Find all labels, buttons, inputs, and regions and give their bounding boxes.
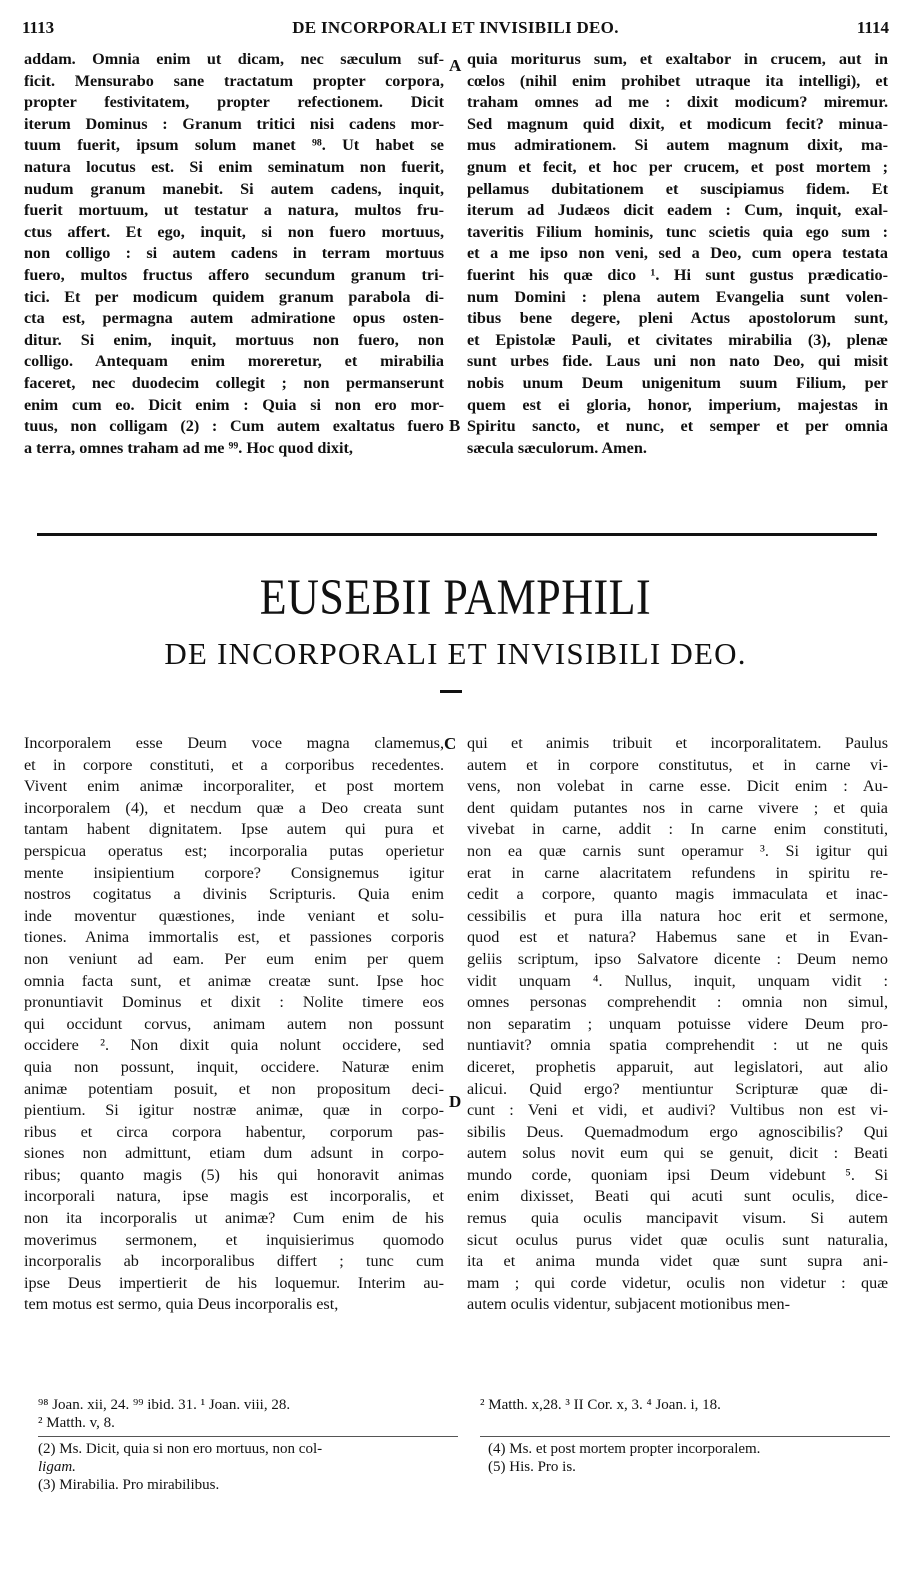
text-line: Sed magnum quid dixit, et modicum fecit? minua-: [467, 114, 888, 133]
text-line: mus admirationem. Si autem magnum dixit, ma-: [467, 136, 888, 155]
running-header: [22, 18, 889, 42]
text-line: incorporalem (4), et necdum quæ a Deo creata sunt: [24, 798, 444, 817]
text-line: non veniunt ad eam. Per eum enim per quem: [24, 949, 444, 968]
text-line: sibilis Deus. Quemadmodum ergo agnoscibilis? Qui: [467, 1122, 888, 1141]
text-line: pronuntiavit Dominus et dixit : Nolite timere eos: [24, 993, 444, 1012]
treatise-author-title: EUSEBII PAMPHILI: [259, 569, 652, 626]
text-line: nostros cogitatus a divinis Scripturis. Quia enim: [24, 885, 444, 904]
text-line: erat in carne alacritatem refundens in spiritu re-: [467, 863, 888, 882]
text-line: ficit. Mensurabo sane tractatum propter corpora,: [24, 71, 444, 90]
footnote-4: (4) Ms. et post mortem propter incorporalem.: [488, 1441, 761, 1457]
footnote-2-line-2: ligam.: [38, 1459, 76, 1475]
text-line: sicut oculus purus videt quæ oculis sunt naturalia,: [467, 1230, 888, 1249]
text-line: qui occidunt corvus, animam autem non possunt: [24, 1014, 444, 1033]
text-line: incorporalis ab incorporalibus differt ; tunc cum: [24, 1252, 444, 1271]
text-line: omnia facta sunt, et animæ creatæ sunt. Ipse hoc: [24, 971, 444, 990]
text-line: non ea quæ carnis sunt operamur ³. Si igitur qui: [467, 841, 888, 860]
text-line: inde moventur quæstiones, inde veniant et solu-: [24, 906, 444, 925]
text-line: non colligo : si autem cadens in terram mortuus: [24, 244, 444, 263]
treatise-subtitle: DE INCORPORALI ET INVISIBILI DEO.: [164, 636, 747, 671]
text-line: fuerit mortuum, ut testatur a natura, multos fru-: [24, 201, 444, 220]
footnote-rule-left: [38, 1436, 458, 1437]
text-line: ribus et circa corpora habentur, corporum pas-: [24, 1122, 444, 1141]
text-line: animæ potentiam posuit, et non propositum deci-: [24, 1079, 444, 1098]
text-line: Incorporalem esse Deum voce magna clamemus,: [24, 734, 444, 752]
footnote-rule-right: [480, 1436, 890, 1437]
text-line: ribus; quanto magis (5) his qui honoravit animas: [24, 1165, 444, 1184]
text-line: tici. Et per modicum quidem granum parabola di-: [24, 287, 444, 306]
text-line: cessibilis et pura illa natura hoc erit et sermone,: [467, 906, 888, 925]
text-line: et Epistolæ Pauli, et civitates mirabilia (3), plenæ: [467, 330, 888, 349]
text-line: tuus, non colligam (2) : Cum autem exaltatus fuero: [24, 417, 444, 436]
text-line: diceret, prophetis apparuit, aut legislatori, aut alio: [467, 1057, 888, 1076]
text-line: nobis unum Deum unigenitum suum Filium, per: [467, 373, 888, 392]
text-line: tibus bene degere, pleni Actus apostolorum sunt,: [467, 309, 888, 328]
text-line: remus quia oculis mancipavit visum. Si autem: [467, 1209, 888, 1228]
bottom-left-column: [24, 733, 444, 1316]
title-dash: [440, 690, 462, 693]
text-line: traham omnes ad me : dixit modicum? miremur.: [467, 93, 888, 112]
footnote-refs-left-2: ² Matth. v, 8.: [38, 1415, 115, 1431]
text-line: pientium. Si igitur nostræ animæ, quæ in corpo-: [24, 1101, 444, 1120]
text-line: mundo corde, quoniam ipsi Deum videbunt ⁵. Si: [467, 1165, 888, 1184]
text-line: fuerint his quæ dico ¹. Hi sunt gustus prædicatio-: [467, 265, 888, 284]
text-line: addam. Omnia enim ut dicam, nec sæculum suf-: [24, 50, 444, 68]
text-line: tuum fuerit, ipsum solum manet ⁹⁸. Ut habet se: [24, 136, 444, 155]
text-line: cunt : Veni et vidi, et audivi? Vultibus non est vi-: [467, 1101, 888, 1120]
text-line: vidit unquam ⁴. Nullus, inquit, unquam vidit :: [467, 971, 888, 990]
top-left-column: [24, 49, 444, 459]
margin-marker-d: D: [449, 1092, 462, 1111]
text-line: tantam habent dignitatem. Ipse autem qui pura et: [24, 820, 444, 839]
text-line: iterum ad Judæos dicit eadem : Cum, inquit, exal-: [467, 201, 888, 220]
text-line: a terra, omnes traham ad me ⁹⁹. Hoc quod dixit,: [24, 438, 353, 457]
text-line: tem motus est sermo, quia Deus incorporalis est,: [24, 1295, 339, 1314]
text-line: moverimus sermonem, et inquisierimus quomodo: [24, 1230, 444, 1249]
text-line: gnum et fecit, et hoc per crucem, et post mortem ;: [467, 157, 888, 176]
text-line: autem solus novit eum qui se genuit, dicit : Beati: [467, 1144, 888, 1163]
text-line: ipse Deus impertierit de his loquemur. Interim au-: [24, 1273, 444, 1292]
top-right-column: [467, 49, 888, 459]
text-line: non ita incorporalis ut animæ? Cum enim de his: [24, 1209, 444, 1228]
text-line: sæcula sæculorum. Amen.: [467, 438, 647, 457]
footnote-refs-left-1: ⁹⁸ Joan. xii, 24. ⁹⁹ ibid. 31. ¹ Joan. viii, 28.: [38, 1397, 291, 1413]
text-line: ditur. Si enim, inquit, mortuus non fuero, non: [24, 330, 444, 349]
margin-marker-b: B: [449, 416, 461, 435]
text-line: occidere ². Non dixit quia nolunt occidere, sed: [24, 1036, 444, 1055]
footnote-2-line-1: (2) Ms. Dicit, quia si non ero mortuus, non col-: [38, 1441, 323, 1457]
text-line: geliis scriptum, ipso Salvatore dicente : Deum nemo: [467, 949, 888, 968]
text-line: quia moriturus sum, et exaltabor in crucem, aut in: [467, 50, 888, 68]
text-line: cœlos (nihil enim prohibet utraque ita intelligi), et: [467, 71, 888, 90]
footnote-3: (3) Mirabilia. Pro mirabilibus.: [38, 1477, 220, 1493]
text-line: quia non possunt, inquit, occidere. Naturæ enim: [24, 1057, 444, 1076]
text-line: mam ; qui corde videtur, oculis non videtur : quæ: [467, 1273, 888, 1292]
right-page-number: 1114: [856, 18, 889, 37]
text-line: sunt urbes fide. Laus uni non nato Deo, qui misit: [467, 352, 888, 371]
text-line: nudum granum manebit. Si autem cadens, inquit,: [24, 179, 444, 198]
text-line: vens, non volebat in carne esse. Dicit enim : Au-: [467, 777, 888, 796]
text-line: num Domini : plena autem Evangelia sunt volen-: [467, 287, 888, 306]
text-line: cedit a corpore, quanto magis immaculata et inac-: [467, 885, 888, 904]
text-line: Spiritu sancto, et nunc, et semper et per omnia: [467, 417, 888, 436]
margin-marker-c: C: [444, 734, 457, 753]
text-line: nuntiavit? omnia spatia comprehendit : ut ne quis: [467, 1036, 888, 1055]
text-line: et a me ipso non veni, sed a Deo, cum opera testata: [467, 244, 888, 263]
footnote-5: (5) His. Pro is.: [488, 1459, 576, 1475]
text-line: quod est et natura? Habemus sane et in Evan-: [467, 928, 888, 947]
text-line: faceret, nec duodecim collegit ; non permanserunt: [24, 373, 444, 392]
text-line: taveritis Filium hominis, tunc scietis quia ego sum :: [467, 222, 888, 241]
text-line: quem est ei gloria, honor, imperium, majestas in: [467, 395, 888, 414]
running-title: DE INCORPORALI ET INVISIBILI DEO.: [292, 18, 619, 37]
text-line: incorporali natura, ipse magis est incorporalis, et: [24, 1187, 444, 1206]
margin-marker-a: A: [449, 56, 462, 75]
text-line: iterum Dominus : Granum tritici nisi cadens mor-: [24, 114, 444, 133]
text-line: ita et anima munda videt quæ sunt supra ani-: [467, 1252, 888, 1271]
text-line: enim cum eo. Dicit enim : Quia si non ero mor-: [24, 395, 444, 414]
text-line: natura locutus est. Si enim seminatum non fuerit,: [24, 157, 444, 176]
text-line: autem oculis videntur, subjacent motionibus men-: [467, 1295, 791, 1314]
text-line: qui et animis tribuit et incorporalitatem. Paulus: [467, 734, 888, 752]
text-line: ctus affert. Et ego, inquit, si non fuero mortuus,: [24, 222, 444, 241]
bottom-right-column: [467, 733, 888, 1316]
text-line: siones non admittunt, etiam dum adsunt in corpo-: [24, 1144, 444, 1163]
text-line: dent quidam putantes nos in carne vivere ; et quia: [467, 798, 888, 817]
text-line: propter festivitatem, propter refectionem. Dicit: [24, 93, 444, 112]
text-line: non separatim ; unquam potuisse videre Deum pro-: [467, 1014, 888, 1033]
text-line: pellamus dubitationem et suscipiamus fidem. Et: [467, 179, 888, 198]
text-line: alicui. Quid ergo? mentiuntur Scripturæ quæ di-: [467, 1079, 888, 1098]
text-line: tiones. Anima immortalis est, et passiones corporis: [24, 928, 444, 947]
footnote-refs-right-1: ² Matth. x,28. ³ II Cor. x, 3. ⁴ Joan. i, 18.: [480, 1397, 721, 1413]
text-line: fuero, multos fructus affero secundum granum tri-: [24, 265, 444, 284]
text-line: colligo. Antequam enim moreretur, et mirabilia: [24, 352, 444, 371]
section-divider: [37, 533, 877, 536]
text-line: cta est, permagna autem admiratione opus osten-: [24, 309, 444, 328]
text-line: omnes personas comprehendit : omnia non simul,: [467, 993, 888, 1012]
text-line: Vivent enim animæ incorporaliter, et post mortem: [24, 777, 444, 796]
text-line: vivebat in carne, addit : In carne enim constituti,: [467, 820, 888, 839]
text-line: autem et in corpore constitutus, et in carne vi-: [467, 755, 888, 774]
text-line: mente insipientium corpore? Consignemus igitur: [24, 863, 444, 882]
text-line: et in corpore constituti, et a corporibus recedentes.: [24, 755, 444, 774]
left-page-number: 1113: [22, 18, 55, 37]
text-line: perspicua operatus est; incorporalia putas operietur: [24, 841, 444, 860]
text-line: enim dixisset, Beati qui acuti sunt oculis, dice-: [467, 1187, 888, 1206]
